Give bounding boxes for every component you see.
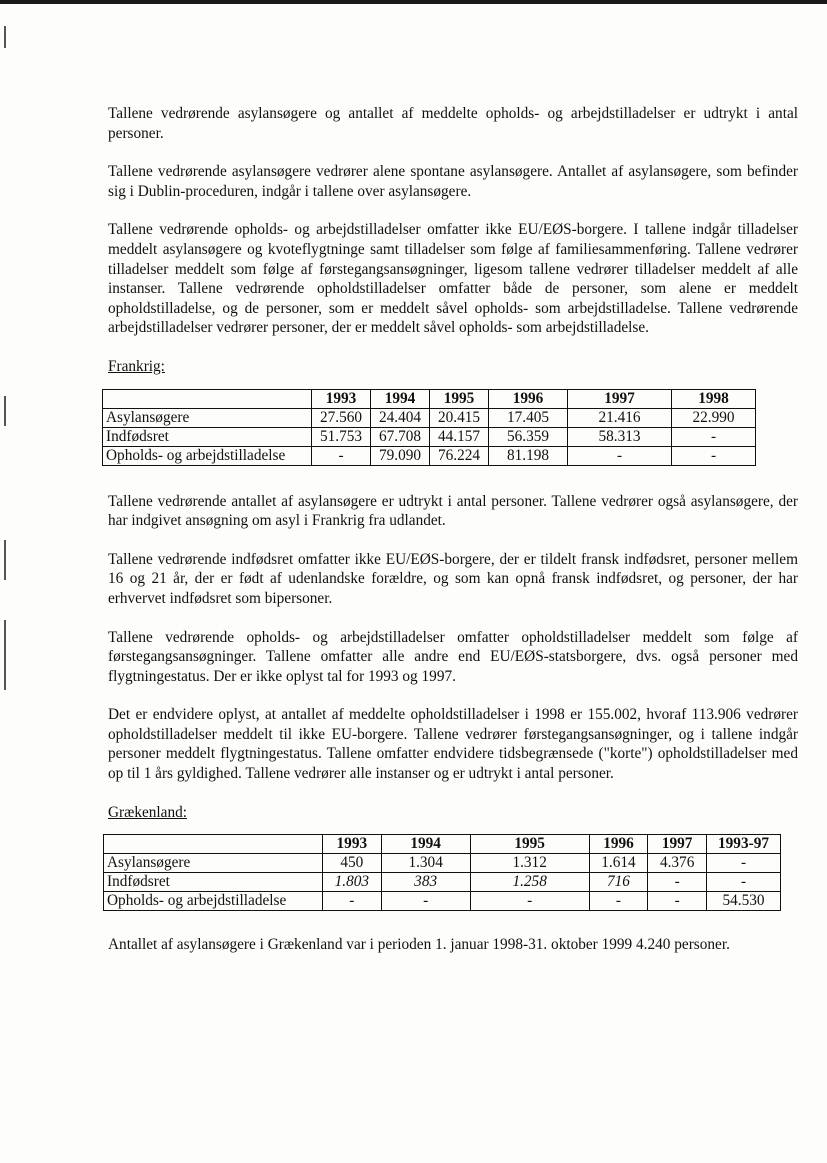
france-table: [102, 389, 756, 466]
table-year-header: 1993: [323, 835, 382, 854]
table-cell: 58.313: [568, 427, 672, 446]
table-year-header: 1995: [470, 835, 589, 854]
table-cell: 20.415: [430, 408, 489, 427]
table-cell: 1.258: [470, 873, 589, 892]
table-cell: 81.198: [489, 446, 568, 465]
table-row: [103, 408, 756, 427]
table-year-header: 1993: [312, 389, 371, 408]
table-cell: 4.376: [648, 854, 707, 873]
table-cell: 76.224: [430, 446, 489, 465]
table-header-row: [103, 389, 756, 408]
table-cell: -: [323, 892, 382, 911]
section-heading-greece: Grækenland:: [108, 803, 188, 821]
table-cell: 54.530: [707, 892, 781, 911]
table-row: [103, 427, 756, 446]
table-cell: 51.753: [312, 427, 371, 446]
france-note: Det er endvidere oplyst, at antallet af meddelte opholdstilladelser i 1998 er 155.002, hvoraf 113.906 vedrører opholdstilladelser meddelt til ikke EU-borgere. Tallene vedrører førstegangsansøgninger, og i tallene indgår personer meddelt flygtningestatus. Tallene omfatter endvidere tidsbegrænsede ("korte") opholdstilladelser med op til 1 års gyldighed. Tallene vedrører alle instanser og er udtrykt i antal personer.: [108, 706, 798, 783]
table-cell: -: [589, 892, 648, 911]
scan-margin-mark: [4, 540, 6, 580]
intro-paragraph: Tallene vedrørende asylansøgere og antallet af meddelte opholds- og arbejdstilladelser er udtrykt i antal personer.: [108, 105, 798, 142]
table-cell: 716: [589, 873, 648, 892]
table-cell: 1.312: [470, 854, 589, 873]
top-rule: [0, 0, 827, 4]
table-cell: -: [672, 427, 756, 446]
row-label: Indfødsret: [103, 427, 312, 446]
table-cell: 1.304: [381, 854, 470, 873]
table-row: [104, 892, 781, 911]
table-cell: 1.614: [589, 854, 648, 873]
table-year-header: 1997: [648, 835, 707, 854]
table-year-header: 1998: [672, 389, 756, 408]
table-cell: 450: [323, 854, 382, 873]
table-row: [104, 854, 781, 873]
table-cell: -: [707, 873, 781, 892]
table-cell: -: [672, 446, 756, 465]
row-label: Asylansøgere: [103, 408, 312, 427]
table-cell: 27.560: [312, 408, 371, 427]
scan-margin-mark: [4, 620, 6, 690]
table-cell: 67.708: [371, 427, 430, 446]
section-heading-france: Frankrig:: [108, 357, 165, 375]
table-cell: 21.416: [568, 408, 672, 427]
france-note: Tallene vedrørende opholds- og arbejdstilladelser omfatter opholdstilladelser meddelt som følge af førstegangsansøgninger. Tallene omfatter alle andre end EU/EØS-statsborgere, dvs. også personer med flygtningestatus. Der er ikke oplyst tal for 1993 og 1997.: [108, 628, 798, 685]
france-note: Tallene vedrørende antallet af asylansøgere er udtrykt i antal personer. Tallene vedrører også asylansøgere, der har indgivet ansøgning om asyl i Frankrig fra udlandet.: [108, 492, 798, 530]
table-cell: 44.157: [430, 427, 489, 446]
table-cell: 22.990: [672, 408, 756, 427]
table-year-header: 1994: [371, 389, 430, 408]
table-cell: 1.803: [323, 873, 382, 892]
table-year-header: 1993-97: [707, 835, 781, 854]
row-label: Opholds- og arbejdstilladelse: [104, 892, 323, 911]
greece-note: Antallet af asylansøgere i Grækenland var i perioden 1. januar 1998-31. oktober 1999 4.240 personer.: [108, 936, 730, 954]
table-cell: -: [381, 892, 470, 911]
intro-paragraph: Tallene vedrørende opholds- og arbejdstilladelser omfatter ikke EU/EØS-borgere. I tallene indgår tilladelser meddelt asylansøgere og kvoteflygtninge samt tilladelser som følge af familiesammenføring. Tallene vedrører tilladelser meddelt som følge af førstegangsansøgninger, ligesom tallene vedrører tilladelser meddelt af alle instanser. Tallene vedrørende opholdstilladelser omfatter både de personer, som alene er meddelt opholdstilladelse, og de personer, som er meddelt såvel opholds- som arbejdstilladelse. Tallene vedrørende arbejdstilladelser vedrører personer, der er meddelt såvel opholds- som arbejdstilladelse.: [108, 221, 798, 337]
row-label: Opholds- og arbejdstilladelse: [103, 446, 312, 465]
table-corner-cell: [104, 835, 323, 854]
row-label: Asylansøgere: [104, 854, 323, 873]
table-corner-cell: [103, 389, 312, 408]
row-label: Indfødsret: [104, 873, 323, 892]
table-cell: -: [470, 892, 589, 911]
table-year-header: 1996: [589, 835, 648, 854]
table-cell: -: [707, 854, 781, 873]
table-cell: -: [568, 446, 672, 465]
table-row: [104, 873, 781, 892]
scan-margin-mark: [4, 396, 6, 426]
table-cell: 56.359: [489, 427, 568, 446]
table-cell: 17.405: [489, 408, 568, 427]
scan-margin-mark: [4, 26, 6, 48]
table-year-header: 1995: [430, 389, 489, 408]
table-year-header: 1996: [489, 389, 568, 408]
table-cell: -: [648, 892, 707, 911]
france-note: Tallene vedrørende indfødsret omfatter ikke EU/EØS-borgere, der er tildelt fransk indfødsret, personer mellem 16 og 21 år, der er født af udenlandske forældre, og som kan opnå fransk indfødsret, og personer, der har erhvervet indfødsret som bipersoner.: [108, 550, 798, 607]
intro-paragraph: Tallene vedrørende asylansøgere vedrører alene spontane asylansøgere. Antallet af asylansøgere, som befinder sig i Dublin-proceduren, indgår i tallene over asylansøgere.: [108, 163, 798, 200]
document-page: [108, 104, 798, 974]
greece-table: [103, 834, 781, 911]
table-year-header: 1997: [568, 389, 672, 408]
table-cell: 79.090: [371, 446, 430, 465]
table-header-row: [104, 835, 781, 854]
table-cell: -: [312, 446, 371, 465]
table-cell: -: [648, 873, 707, 892]
table-year-header: 1994: [381, 835, 470, 854]
table-cell: 24.404: [371, 408, 430, 427]
table-cell: 383: [381, 873, 470, 892]
table-row: [103, 446, 756, 465]
